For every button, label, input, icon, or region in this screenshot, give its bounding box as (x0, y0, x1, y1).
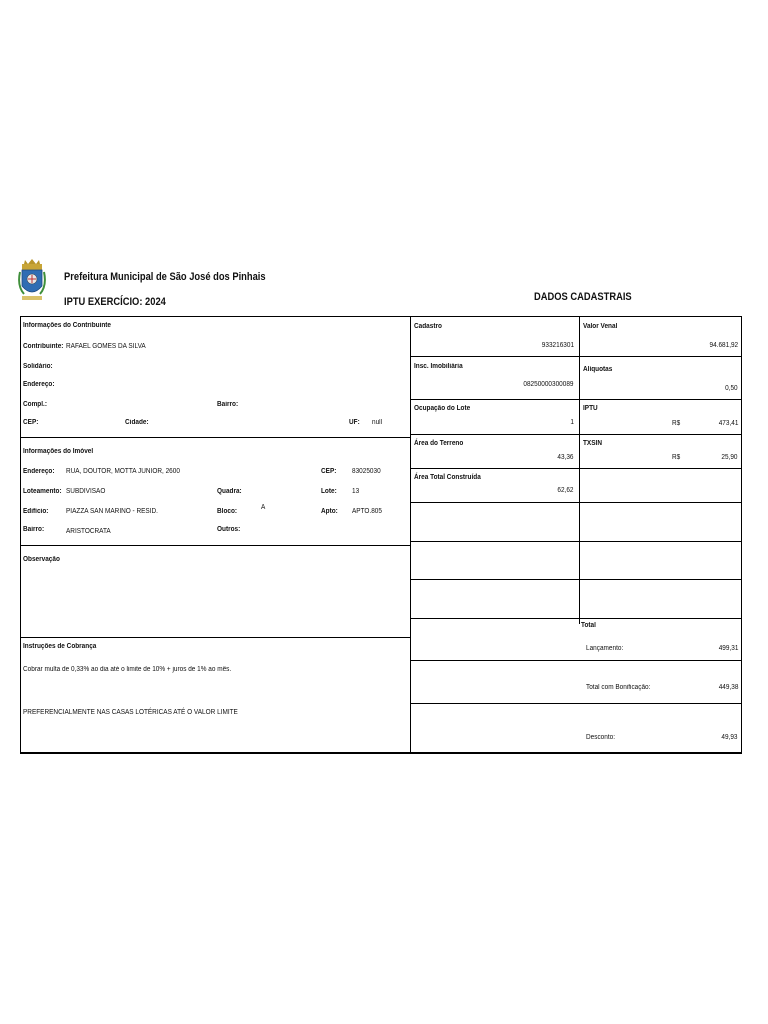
bonificacao-label: Total com Bonificação: (586, 684, 651, 691)
divider-observation (20, 637, 410, 638)
txsin-label: TXSIN (583, 440, 602, 447)
insc-imobiliaria-label: Insc. Imobiliária (414, 363, 463, 370)
cadastro-value: 933216301 (541, 342, 574, 349)
iptu-value: 473,41 (718, 420, 738, 427)
divider-property (20, 545, 410, 546)
municipality-name: Prefeitura Municipal de São José dos Pinhais (64, 271, 266, 283)
area-construida-value: 62,62 (557, 487, 574, 494)
loteamento-label: Loteamento: (23, 488, 62, 495)
form-right-border (741, 316, 742, 753)
observation-label: Observação (23, 556, 60, 563)
form-bottom-border (20, 752, 742, 754)
valor-venal-label: Valor Venal (583, 323, 618, 330)
exercise-title: IPTU EXERCÍCIO: 2024 (64, 296, 166, 308)
mid-divider-2 (410, 399, 579, 400)
area-terreno-label: Área do Terreno (414, 440, 464, 447)
uf-value: null (372, 419, 383, 426)
billing-label: Instruções de Cobrança (23, 643, 97, 650)
txsin-value: 25,90 (721, 454, 738, 461)
mid-divider-4 (410, 468, 579, 469)
mid-divider-8 (410, 618, 741, 619)
aliquotas-value: 0,50 (725, 385, 738, 392)
bonificacao-value: 449,38 (718, 684, 738, 691)
mid-divider-10 (410, 703, 741, 704)
section-title-dados-cadastrais: DADOS CADASTRAIS (534, 291, 632, 303)
right-column-divider (579, 316, 580, 624)
total-label: Total (581, 622, 596, 629)
bloco-value: A (261, 504, 266, 511)
property-endereco-label: Endereço: (23, 468, 55, 475)
solidario-label: Solidário: (23, 363, 53, 370)
billing-instruction-2: PREFERENCIALMENTE NAS CASAS LOTÉRICAS ATÉ O VALOR LIMITE (23, 709, 238, 716)
contribuinte-label: Contribuinte: (23, 343, 64, 350)
valor-venal-value: 94.681,92 (709, 342, 738, 349)
billing-instruction-1: Cobrar multa de 0,33% ao dia até o limite de 10% + juros de 1% ao mês. (23, 666, 232, 673)
mid-divider-1 (410, 356, 579, 357)
compl-label: Compl.: (23, 401, 47, 408)
desconto-value: 49,93 (721, 734, 738, 741)
right-divider-1 (579, 356, 741, 357)
mid-divider-6 (410, 541, 741, 542)
outros-label: Outros: (217, 526, 241, 533)
cadastro-label: Cadastro (414, 323, 442, 330)
bloco-label: Bloco: (217, 508, 238, 515)
municipality-coat-of-arms-logo (18, 258, 46, 308)
uf-label: UF: (349, 419, 360, 426)
insc-imobiliaria-value: 08250000300089 (523, 381, 574, 388)
mid-divider-7 (410, 579, 741, 580)
area-terreno-value: 43,36 (557, 454, 574, 461)
iptu-currency: R$ (672, 420, 681, 427)
property-bairro-label: Bairro: (23, 526, 45, 533)
right-divider-4 (579, 468, 741, 469)
loteamento-value: SUBDIVISAO (66, 488, 106, 495)
contributor-cep-label: CEP: (23, 419, 39, 426)
property-cep-label: CEP: (321, 468, 337, 475)
lancamento-value: 499,31 (718, 645, 738, 652)
right-divider-3 (579, 434, 741, 435)
edificio-label: Edifício: (23, 508, 49, 515)
aliquotas-label: Alíquotas (583, 366, 613, 373)
mid-divider-3 (410, 434, 579, 435)
mid-divider-5 (410, 502, 741, 503)
txsin-currency: R$ (672, 454, 681, 461)
form-top-border (20, 316, 742, 317)
column-divider (410, 316, 411, 753)
desconto-label: Desconto: (586, 734, 616, 741)
area-construida-label: Área Total Construída (414, 474, 481, 481)
property-section-label: Informações do Imóvel (23, 448, 94, 455)
right-divider-2 (579, 399, 741, 400)
iptu-label: IPTU (583, 405, 598, 412)
apto-value: APTO.805 (352, 508, 382, 515)
ocupacao-lote-label: Ocupação do Lote (414, 405, 471, 412)
apto-label: Apto: (321, 508, 338, 515)
cidade-label: Cidade: (125, 419, 149, 426)
contributor-bairro-label: Bairro: (217, 401, 239, 408)
contributor-endereco-label: Endereço: (23, 381, 55, 388)
property-endereco-value: RUA, DOUTOR, MOTTA JUNIOR, 2600 (66, 468, 180, 475)
contribuinte-value: RAFAEL GOMES DA SILVA (66, 343, 146, 350)
edificio-value: PIAZZA SAN MARINO - RESID. (66, 508, 158, 515)
lancamento-label: Lançamento: (586, 645, 624, 652)
contributor-section-label: Informações do Contribuinte (23, 322, 112, 329)
ocupacao-lote-value: 1 (570, 419, 574, 426)
lote-value: 13 (352, 488, 360, 495)
property-cep-value: 83025030 (352, 468, 381, 475)
form-left-border (20, 316, 21, 753)
lote-label: Lote: (321, 488, 337, 495)
mid-divider-9 (410, 660, 741, 661)
property-bairro-value: ARISTOCRATA (66, 528, 111, 535)
quadra-label: Quadra: (217, 488, 242, 495)
divider-contributor (20, 437, 410, 438)
